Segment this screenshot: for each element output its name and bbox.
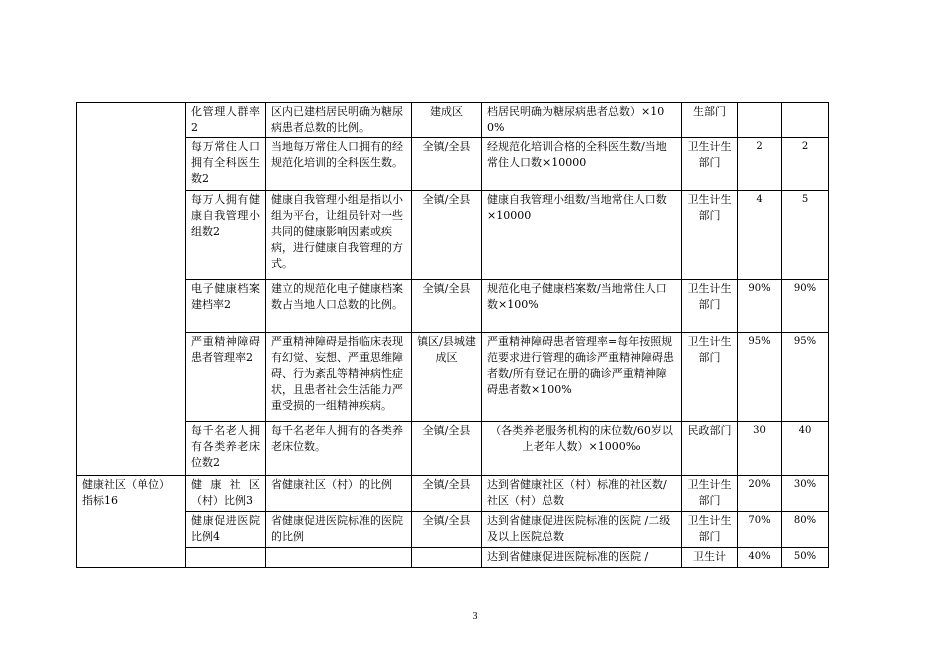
indicator-scope: 全镇/全县: [412, 138, 482, 191]
responsible-dept: 卫生计生部门: [682, 191, 738, 280]
indicator-definition: 健康自我管理小组是指以小组为平台，让组员针对一些共同的健康影响因素或疾病，进行健康自我管理的方式。: [266, 191, 412, 280]
target-value-2: 90%: [782, 280, 829, 333]
table-row: [77, 476, 829, 512]
indicator-scope: 全镇/全县: [412, 280, 482, 333]
target-value-1: 70%: [738, 512, 782, 548]
indicator-formula: 经规范化培训合格的全科医生数/当地常住人口数×10000: [482, 138, 682, 191]
indicator-scope: 建成区: [412, 103, 482, 138]
target-value-2: 40: [782, 422, 829, 476]
target-value-2: 30%: [782, 476, 829, 512]
indicator-formula: 规范化电子健康档案数/当地常住人口数×100%: [482, 280, 682, 333]
table-row: [77, 548, 829, 568]
target-value-1: 40%: [738, 548, 782, 568]
target-value-2: 95%: [782, 333, 829, 422]
target-value-1: 90%: [738, 280, 782, 333]
category-cell: 健康社区（单位）指标16: [77, 476, 186, 568]
indicator-name: 每万常住人口拥有全科医生数2: [186, 138, 266, 191]
responsible-dept: 卫生计生部门: [682, 280, 738, 333]
indicator-definition: 区内已建档居民明确为糖尿病患者总数的比例。: [266, 103, 412, 138]
indicator-table: [76, 102, 829, 568]
indicator-name: 电子健康档案建档率2: [186, 280, 266, 333]
responsible-dept: 卫生计生部门: [682, 138, 738, 191]
indicator-scope: 全镇/全县: [412, 476, 482, 512]
indicator-definition: 省健康促进医院标准的医院的比例: [266, 512, 412, 548]
responsible-dept: 卫生计生部门: [682, 512, 738, 548]
indicator-definition: 每千名老年人拥有的各类养老床位数。: [266, 422, 412, 476]
indicator-name: 每千名老人拥有各类养老床位数2: [186, 422, 266, 476]
responsible-dept: 卫生计生部门: [682, 476, 738, 512]
indicator-name: 健康促进医院比例4: [186, 512, 266, 548]
indicator-formula: 达到省健康促进医院标准的医院 /二级及以上医院总数: [482, 512, 682, 548]
responsible-dept: 民政部门: [682, 422, 738, 476]
table-row: [77, 280, 829, 333]
indicator-scope: 全镇/全县: [412, 191, 482, 280]
indicator-name: 每万人拥有健康自我管理小组数2: [186, 191, 266, 280]
indicator-name: [186, 548, 266, 568]
responsible-dept: 生部门: [682, 103, 738, 138]
category-cell: [77, 103, 186, 476]
table-row: [77, 138, 829, 191]
table-row: [77, 103, 829, 138]
indicator-definition: [266, 548, 412, 568]
target-value-1: 30: [738, 422, 782, 476]
target-value-2: 50%: [782, 548, 829, 568]
indicator-formula: 严重精神障碍患者管理率=每年按照规范要求进行管理的确诊严重精神障碍患者数/所有登记在册的确诊严重精神障碍患者数×100%: [482, 333, 682, 422]
target-value-2: 5: [782, 191, 829, 280]
indicator-formula: 健康自我管理小组数/当地常住人口数 ×10000: [482, 191, 682, 280]
indicator-name: 化管理人群率2: [186, 103, 266, 138]
target-value-2: 80%: [782, 512, 829, 548]
table-row: [77, 333, 829, 422]
page-number: 3: [472, 611, 478, 622]
indicator-formula: 达到省健康促进医院标准的医院 /: [482, 548, 682, 568]
table-row: [77, 512, 829, 548]
indicator-formula: （各类养老服务机构的床位数/60岁以上老年人数）×1000‰: [482, 422, 682, 476]
table-row: [77, 422, 829, 476]
target-value-2: 2: [782, 138, 829, 191]
indicator-name: 健康社区（村）比例3: [186, 476, 266, 512]
indicator-definition: 严重精神障碍是指临床表现有幻觉、妄想、严重思维障碍、行为紊乱等精神病性症状，且患者社会生活能力严重受损的一组精神疾病。: [266, 333, 412, 422]
indicator-formula: 档居民明确为糖尿病患者总数）×100%: [482, 103, 682, 138]
indicator-definition: 当地每万常住人口拥有的经规范化培训的全科医生数。: [266, 138, 412, 191]
indicator-scope: 全镇/全县: [412, 422, 482, 476]
responsible-dept: 卫生计: [682, 548, 738, 568]
indicator-formula: 达到省健康社区（村）标准的社区数/社区（村）总数: [482, 476, 682, 512]
responsible-dept: 卫生计生部门: [682, 333, 738, 422]
table-row: [77, 191, 829, 280]
target-value-1: [738, 103, 782, 138]
target-value-1: 4: [738, 191, 782, 280]
indicator-name: 严重精神障碍患者管理率2: [186, 333, 266, 422]
target-value-1: 95%: [738, 333, 782, 422]
target-value-1: 2: [738, 138, 782, 191]
indicator-scope: [412, 548, 482, 568]
indicator-definition: 省健康社区（村）的比例: [266, 476, 412, 512]
indicator-scope: 全镇/全县: [412, 512, 482, 548]
target-value-2: [782, 103, 829, 138]
indicator-scope: 镇区/县城建成区: [412, 333, 482, 422]
target-value-1: 20%: [738, 476, 782, 512]
indicator-definition: 建立的规范化电子健康档案数占当地人口总数的比例。: [266, 280, 412, 333]
